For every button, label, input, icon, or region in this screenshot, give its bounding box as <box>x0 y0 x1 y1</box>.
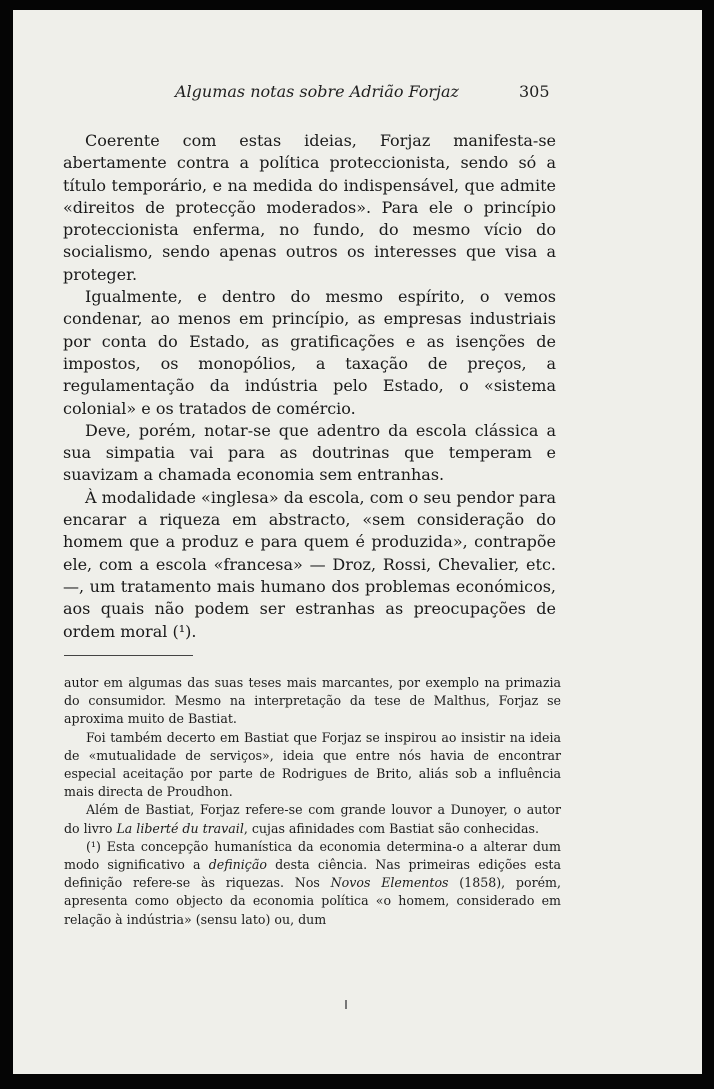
emphasis: definição <box>208 857 267 873</box>
body-paragraph: Deve, porém, notar-se que adentro da escola clássica a sua simpatia vai para as doutrinas que temperam e suavizam a chamada economia sem entranhas. <box>63 420 556 485</box>
body-paragraph: Igualmente, e dentro do mesmo espírito, o vemos condenar, ao menos em princípio, as empresas industriais por conta do Estado, as gratificações e as isenções de impostos, os monopólios, a taxação de preços, a regulamentação da indústria pelo Estado, o «sistema colonial» e os tratados de comércio. <box>63 287 556 418</box>
footnote-divider <box>64 655 193 656</box>
book-title: Novos Elementos <box>330 875 449 891</box>
footnote-text: , cujas afinidades com Bastiat são conhecidas. <box>243 820 539 836</box>
footnote-text: desta ciência. Nas primeiras edições esta definição refere-se às riquezas. Nos <box>64 857 561 891</box>
page-number: 305 <box>519 82 550 101</box>
footnote-text: (1858), porém, apresenta como objecto da economia política «o homem, considerado em relação à indústria» (sensu lato) ou, dum <box>64 875 561 927</box>
body-paragraph: Coerente com estas ideias, Forjaz manifesta-se abertamente contra a política proteccionista, sendo só a título temporário, e na medida do indispensável, que admite «direitos de protecção moderados». Para ele o princípio proteccionista enferma, no fundo, do mesmo vício do socialismo, sendo apenas outros os interesses que visa a proteger. <box>63 131 556 284</box>
footnote-paragraph <box>64 801 561 837</box>
footnote-marker: (¹) <box>86 838 101 854</box>
book-title: La liberté du travail <box>116 820 244 836</box>
running-title: Algumas notas sobre Adrião Forjaz <box>175 82 459 101</box>
footnote-1 <box>64 838 561 929</box>
footnote-text: Esta concepção humanística da economia determina-o a alterar dum modo significativo a <box>64 838 561 873</box>
page-header <box>13 82 702 106</box>
footnote-paragraph: Foi também decerto em Bastiat que Forjaz se inspirou ao insistir na ideia de «mutualidade de serviços», ideia que entre nós havia de encontrar especial aceitação por parte de Rodrigues de Brito, aliás sob a influência mais directa de Proudhon. <box>64 729 561 800</box>
footnote-text: Além de Bastiat, Forjaz refere-se com grande louvor a Dunoyer, o autor do livro <box>64 802 561 836</box>
footnotes <box>64 674 561 929</box>
footnote-continuation: autor em algumas das suas teses mais marcantes, por exemplo na primazia do consumidor. Mesmo na interpretação da tese de Malthus, Forjaz se aproxima muito de Bastiat. <box>64 675 561 727</box>
body-paragraph: À modalidade «inglesa» da escola, com o seu pendor para encarar a riqueza em abstracto, «sem consideração do homem que a produz e para quem é produzida», contrapõe ele, com a escola «francesa» — Droz, Rossi, Chevalier, etc. —, um tratamento mais humano dos problemas económicos, aos quais não podem ser estranhas as preocupações de ordem moral (¹). <box>63 487 556 641</box>
book-page <box>13 10 702 1074</box>
scan-speck <box>345 1000 347 1009</box>
body-text <box>63 130 556 643</box>
